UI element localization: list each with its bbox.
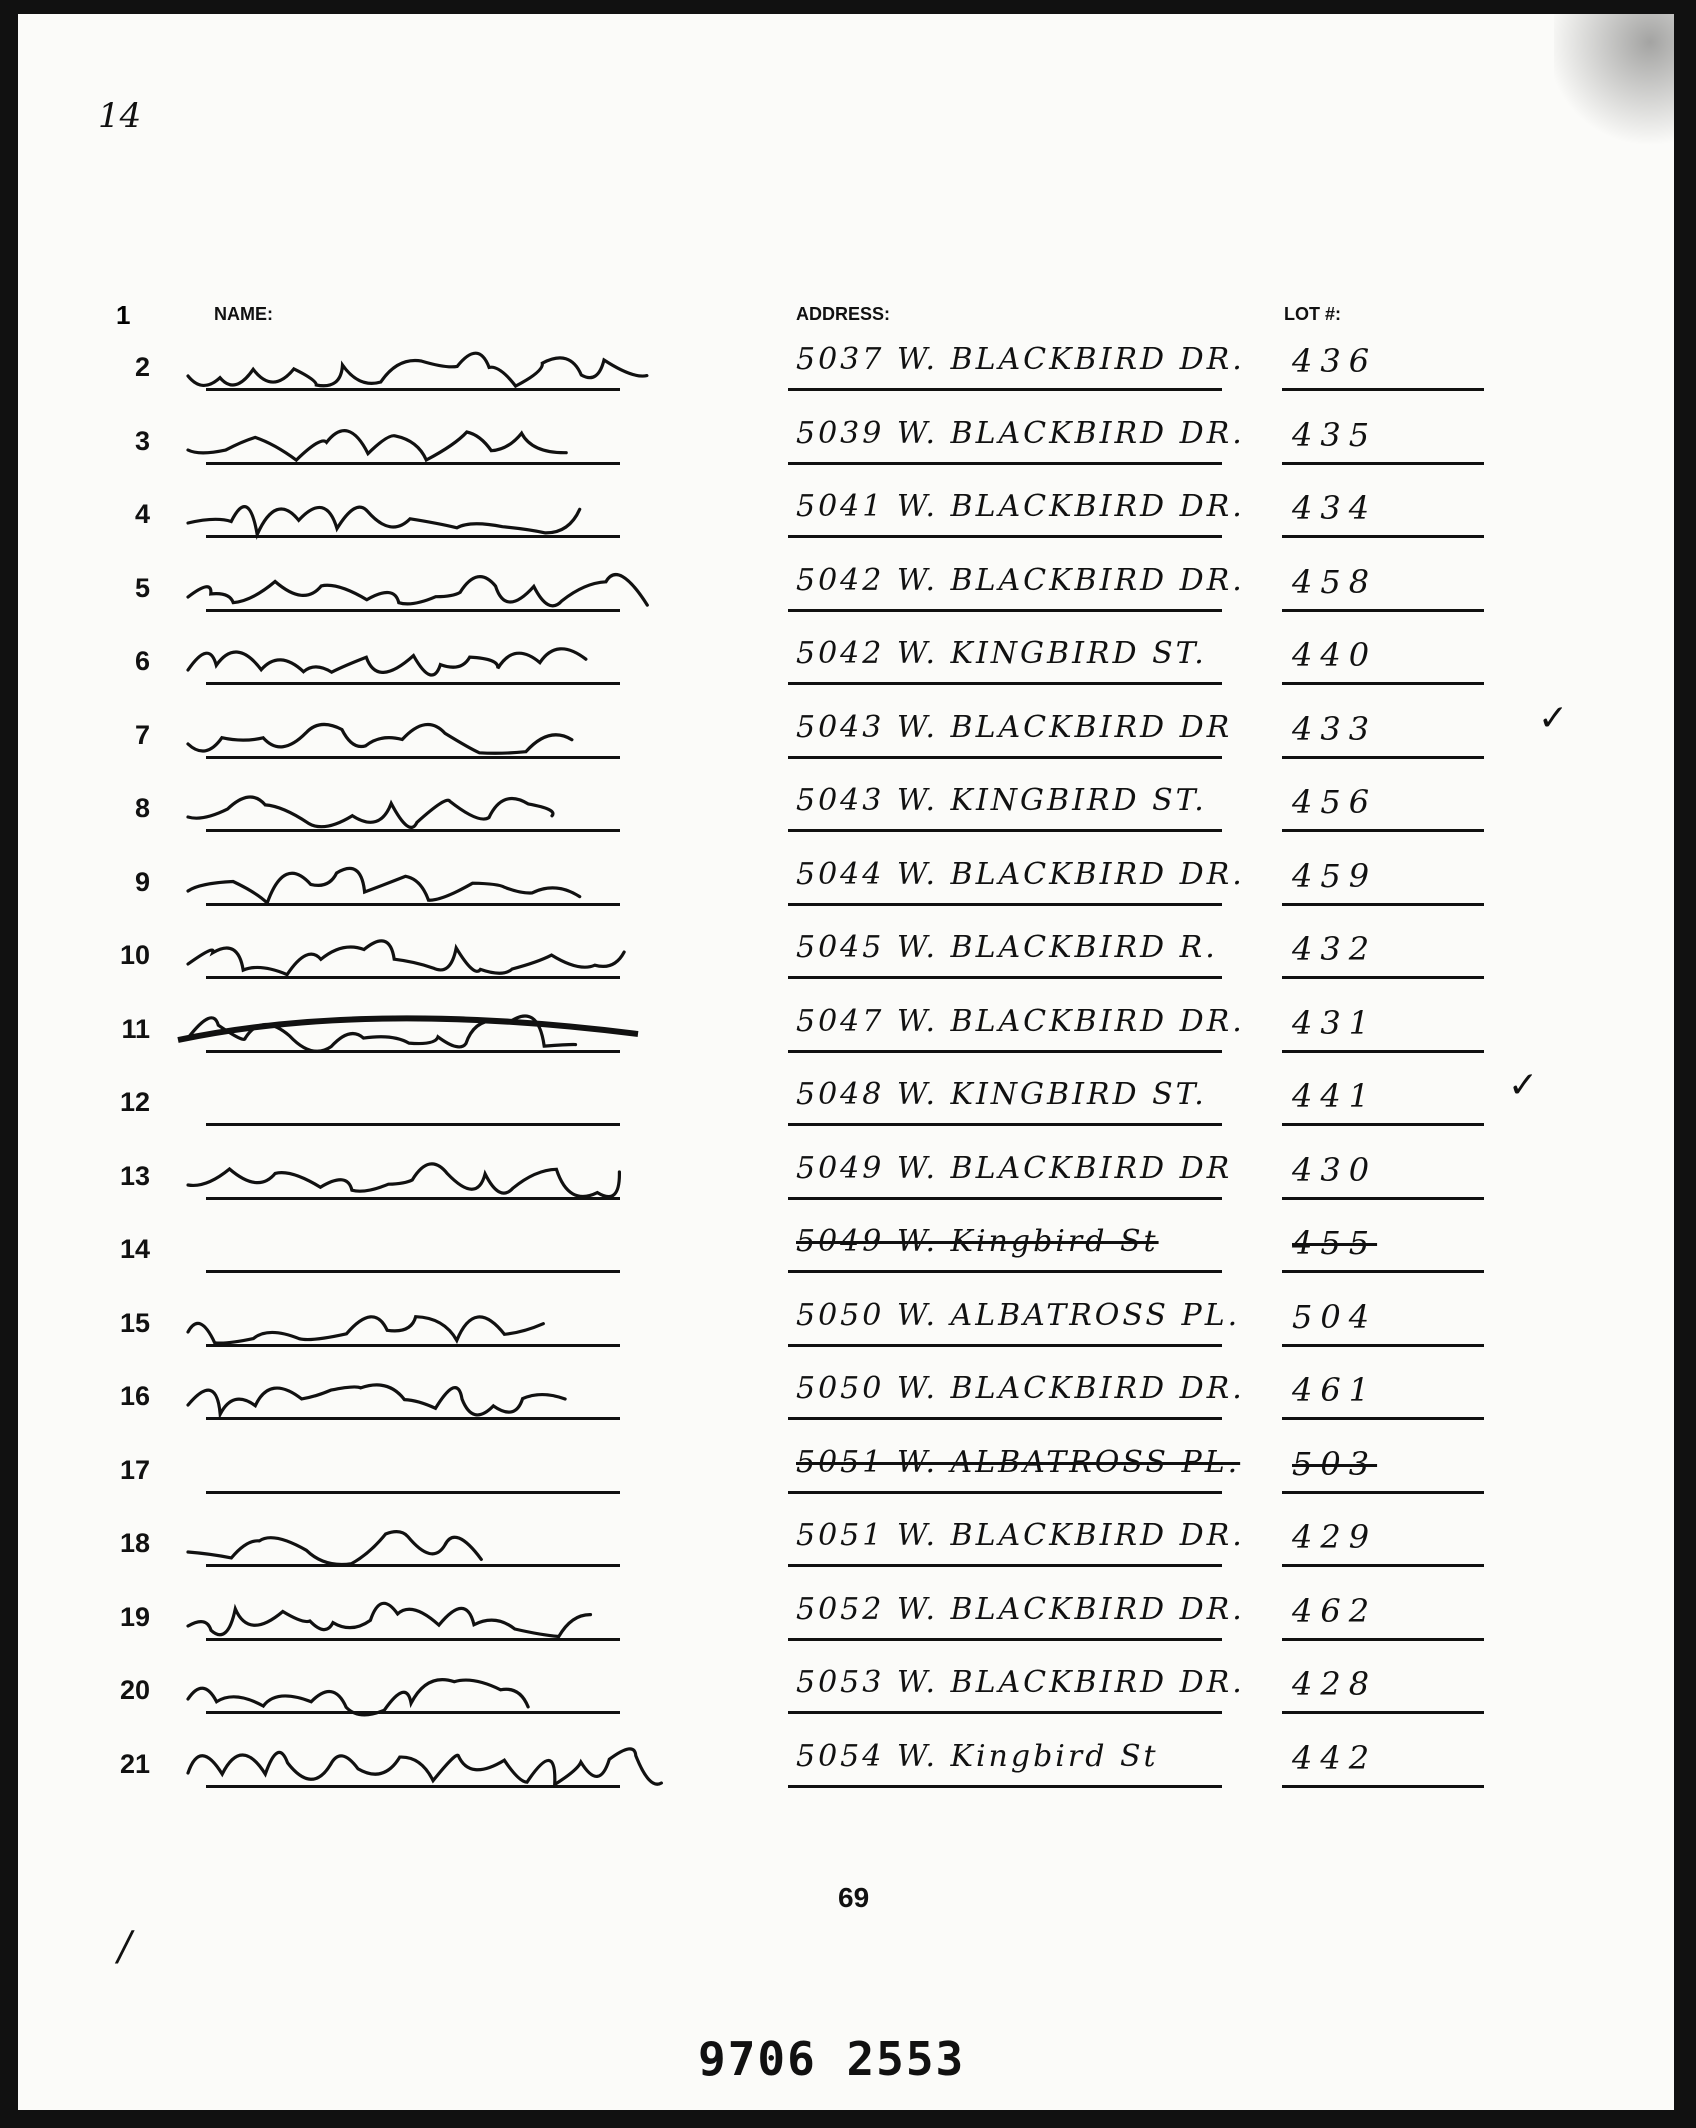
address-value: 5050 W. BLACKBIRD DR. xyxy=(796,1371,1245,1406)
lot-underline xyxy=(1282,1417,1484,1420)
lot-underline xyxy=(1282,1564,1484,1567)
lot-underline xyxy=(1282,1711,1484,1714)
lot-value: 435 xyxy=(1292,415,1378,454)
table-row xyxy=(18,1584,1674,1654)
lot-value: 433 xyxy=(1292,709,1378,748)
table-row xyxy=(18,1731,1674,1801)
signature xyxy=(168,328,768,408)
lot-underline xyxy=(1282,1197,1484,1200)
signature xyxy=(168,1137,768,1217)
lot-underline xyxy=(1282,1785,1484,1788)
address-value: 5052 W. BLACKBIRD DR. xyxy=(796,1591,1245,1627)
document-code: 9706 2553 xyxy=(698,2032,966,2086)
address-value: 5042 W. BLACKBIRD DR. xyxy=(796,562,1245,598)
row-number: 3 xyxy=(134,425,150,456)
check-mark: ✓ xyxy=(1508,1065,1539,1106)
address-value: 5047 W. BLACKBIRD DR. xyxy=(796,1003,1245,1039)
table-row xyxy=(18,555,1674,625)
lot-underline xyxy=(1282,1270,1484,1273)
row-number: 9 xyxy=(134,866,150,897)
addr-underline xyxy=(788,1123,1222,1126)
addr-underline xyxy=(788,903,1222,906)
addr-underline xyxy=(788,829,1222,832)
lot-underline xyxy=(1282,682,1484,685)
signature xyxy=(168,475,768,555)
lot-underline xyxy=(1282,388,1484,391)
check-mark: ✓ xyxy=(1538,697,1569,739)
table-row xyxy=(18,628,1674,698)
document-page xyxy=(18,14,1674,2110)
lot-column-header: LOT #: xyxy=(1284,304,1341,324)
signature xyxy=(168,1284,768,1364)
lot-value: 458 xyxy=(1292,562,1378,601)
lot-value: 442 xyxy=(1292,1738,1378,1777)
address-value: 5043 W. BLACKBIRD DR xyxy=(796,709,1233,745)
address-value: 5049 W. BLACKBIRD DR xyxy=(796,1150,1233,1186)
name-underline xyxy=(206,1491,620,1494)
addr-underline xyxy=(788,1197,1222,1200)
lot-underline xyxy=(1282,1491,1484,1494)
row-number: 18 xyxy=(119,1528,150,1558)
table-row xyxy=(18,408,1674,478)
signature xyxy=(168,1357,768,1437)
table-row xyxy=(18,922,1674,992)
row-number: 2 xyxy=(134,352,150,382)
lot-value: 441 xyxy=(1292,1077,1378,1115)
addr-underline xyxy=(788,1270,1222,1273)
signature xyxy=(168,990,768,1070)
signature xyxy=(168,696,768,776)
lot-value: 440 xyxy=(1292,636,1378,674)
lot-underline xyxy=(1282,756,1484,759)
lot-underline xyxy=(1282,1050,1484,1053)
row-number: 12 xyxy=(119,1087,150,1117)
handwritten-bottom-mark: / xyxy=(118,1924,132,1970)
address-value: 5049 W. Kingbird St xyxy=(796,1224,1159,1259)
lot-underline xyxy=(1282,976,1484,979)
lot-underline xyxy=(1282,903,1484,906)
row-number: 17 xyxy=(119,1454,150,1485)
lot-underline xyxy=(1282,1123,1484,1126)
addr-underline xyxy=(788,1417,1222,1420)
lot-underline xyxy=(1282,535,1484,538)
table-row xyxy=(18,1657,1674,1727)
signature xyxy=(168,402,768,482)
address-value: 5042 W. KINGBIRD ST. xyxy=(796,636,1207,671)
lot-value: 455 xyxy=(1292,1224,1378,1262)
lot-value: 432 xyxy=(1292,930,1378,968)
row-number: 20 xyxy=(119,1675,150,1705)
addr-underline xyxy=(788,682,1222,685)
address-value: 5043 W. KINGBIRD ST. xyxy=(796,783,1207,818)
signature xyxy=(168,769,768,849)
table-row xyxy=(18,1363,1674,1433)
lot-value: 428 xyxy=(1292,1665,1378,1703)
row-number: 4 xyxy=(134,499,150,529)
lot-value: 431 xyxy=(1292,1003,1378,1042)
row-number: 8 xyxy=(134,793,150,823)
lot-value: 462 xyxy=(1292,1591,1378,1630)
name-column-header: NAME: xyxy=(214,304,273,324)
handwritten-top-mark: 14 xyxy=(98,96,142,136)
addr-underline xyxy=(788,1491,1222,1494)
row-number: 6 xyxy=(134,646,150,676)
table-row xyxy=(18,1290,1674,1360)
table-row xyxy=(18,1437,1674,1507)
addr-underline xyxy=(788,756,1222,759)
addr-underline xyxy=(788,609,1222,612)
addr-underline xyxy=(788,1050,1222,1053)
addr-underline xyxy=(788,1638,1222,1641)
addr-underline xyxy=(788,535,1222,538)
address-value: 5044 W. BLACKBIRD DR. xyxy=(796,856,1245,892)
address-value: 5037 W. BLACKBIRD DR. xyxy=(796,342,1245,377)
address-value: 5048 W. KINGBIRD ST. xyxy=(796,1077,1207,1112)
signature xyxy=(168,549,768,629)
name-underline xyxy=(206,1270,620,1273)
signature xyxy=(168,1504,768,1584)
address-column-header: ADDRESS: xyxy=(796,304,891,324)
table-row xyxy=(18,1065,1674,1139)
row-number: 14 xyxy=(119,1234,150,1264)
lot-value: 461 xyxy=(1292,1371,1378,1409)
lot-underline xyxy=(1282,462,1484,465)
addr-underline xyxy=(788,462,1222,465)
row-number: 5 xyxy=(134,572,150,603)
signature xyxy=(168,622,768,702)
row-number: 19 xyxy=(119,1601,150,1632)
address-value: 5041 W. BLACKBIRD DR. xyxy=(796,489,1245,524)
row-number: 16 xyxy=(119,1381,150,1411)
addr-underline xyxy=(788,1711,1222,1714)
address-value: 5050 W. ALBATROSS PL. xyxy=(796,1297,1241,1333)
signature xyxy=(168,916,768,996)
row-number: 15 xyxy=(119,1307,150,1338)
row-number: 7 xyxy=(134,719,150,750)
address-value: 5045 W. BLACKBIRD R. xyxy=(796,930,1218,965)
lot-value: 430 xyxy=(1292,1150,1378,1189)
row-number: 13 xyxy=(119,1160,150,1191)
address-value: 5051 W. BLACKBIRD DR. xyxy=(796,1518,1245,1553)
lot-value: 434 xyxy=(1292,489,1378,527)
lot-value: 429 xyxy=(1292,1518,1378,1556)
addr-underline xyxy=(788,388,1222,391)
page-number: 69 xyxy=(838,1882,870,1913)
addr-underline xyxy=(788,1785,1222,1788)
table-row xyxy=(18,697,1674,772)
scan-noise xyxy=(1554,14,1674,154)
table-row xyxy=(18,481,1674,551)
signature xyxy=(168,1651,768,1731)
row-number: 11 xyxy=(121,1013,150,1044)
row-number: 21 xyxy=(119,1748,150,1779)
table-row xyxy=(18,1216,1674,1286)
lot-value: 459 xyxy=(1292,856,1378,895)
lot-value: 436 xyxy=(1292,342,1378,380)
lot-underline xyxy=(1282,829,1484,832)
header-row-number: 1 xyxy=(116,300,131,330)
name-underline xyxy=(206,1123,620,1126)
table-row xyxy=(18,849,1674,919)
addr-underline xyxy=(788,976,1222,979)
table-row xyxy=(18,775,1674,845)
table-row xyxy=(18,1143,1674,1213)
address-value: 5039 W. BLACKBIRD DR. xyxy=(796,415,1245,451)
address-value: 5054 W. Kingbird St xyxy=(796,1738,1159,1774)
address-value: 5053 W. BLACKBIRD DR. xyxy=(796,1665,1245,1700)
lot-value: 456 xyxy=(1292,783,1378,821)
row-number: 10 xyxy=(119,940,150,970)
table-row xyxy=(18,996,1674,1066)
table-row xyxy=(18,334,1674,404)
address-value: 5051 W. ALBATROSS PL. xyxy=(796,1444,1241,1480)
signature xyxy=(168,1725,768,1805)
lot-underline xyxy=(1282,609,1484,612)
lot-underline xyxy=(1282,1638,1484,1641)
lot-underline xyxy=(1282,1344,1484,1347)
signature xyxy=(168,843,768,923)
addr-underline xyxy=(788,1344,1222,1347)
lot-value: 504 xyxy=(1292,1297,1378,1336)
signature xyxy=(168,1578,768,1658)
addr-underline xyxy=(788,1564,1222,1567)
lot-value: 503 xyxy=(1292,1444,1378,1483)
table-row xyxy=(18,1510,1674,1580)
